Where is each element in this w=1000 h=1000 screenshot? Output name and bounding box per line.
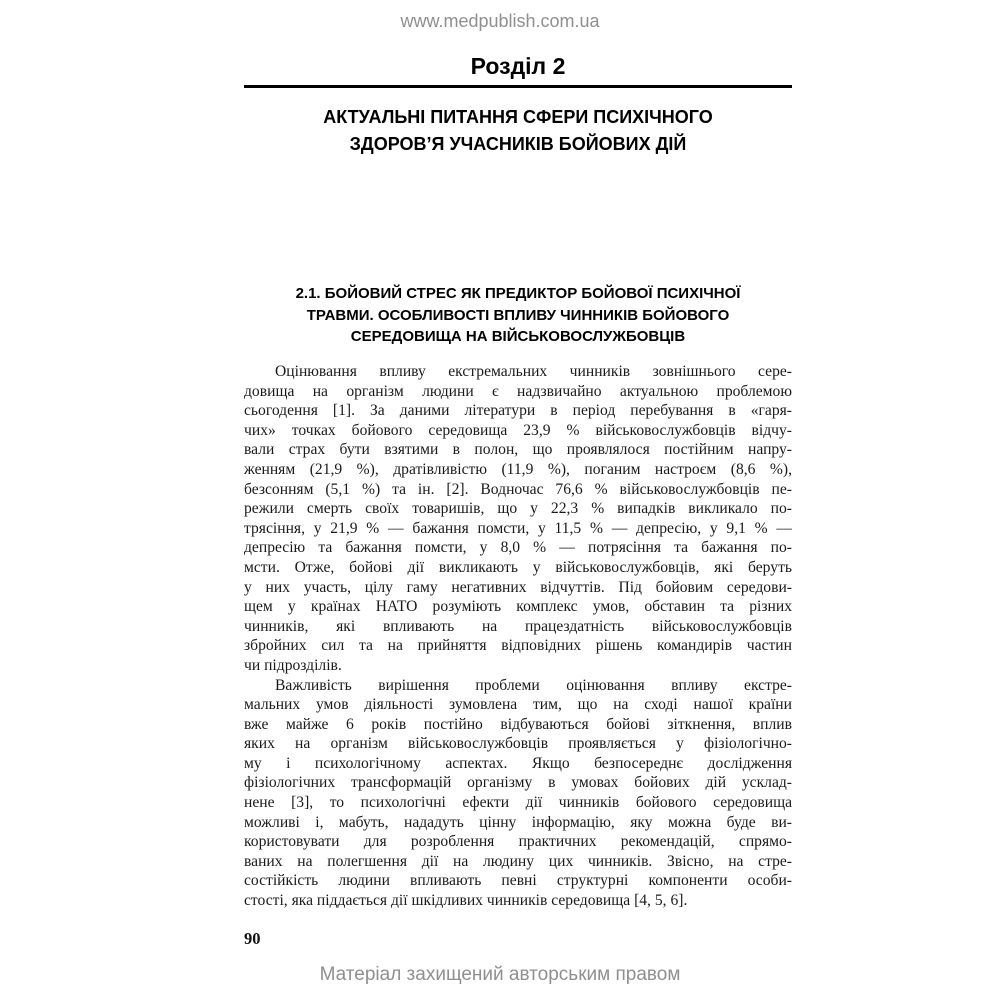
text-line: можливі і, мабуть, нададуть цінну інформацію, яку можна буде ви- [244,813,792,831]
chapter-divider-rule [244,85,792,88]
section-title [216,283,820,348]
paragraph [244,362,792,676]
chapter-label: Розділ 2 [470,53,566,79]
body-text [244,362,792,911]
text-line: состійкість людини впливають певні структурні компоненти особи- [244,872,792,890]
section-title-line: 2.1. БОЙОВИЙ СТРЕС ЯК ПРЕДИКТОР БОЙОВОЇ ПСИХІЧНОЇ [295,285,741,302]
text-line: чих» точках бойового середовища 23,9 % військовослужбовців відчу- [244,421,792,439]
text-line: депресію та бажання помсти, у 8,0 % — потрясіння та бажання по- [244,539,792,557]
text-line: сьогодення [1]. За даними літератури в період перебування в «гаря- [244,402,792,420]
chapter-title-line: ЗДОРОВ’Я УЧАСНИКІВ БОЙОВИХ ДІЙ [349,134,687,154]
chapter-title [216,104,820,158]
text-line: вали страх бути взятими в полон, що проявлялося постійним напру- [244,441,792,459]
text-line: фізіологічних трансформацій організму в умовах бойових дій усклад- [244,774,792,792]
text-line: нене [3], то психологічні ефекти дії чинників бойового середовища [244,794,792,812]
text-line: щем у країнах НАТО розуміють комплекс умов, обставин та різних [244,598,792,616]
text-line: режили смерть своїх товаришів, що у 22,3 % випадків викликало по- [244,500,792,518]
text-line: мсти. Отже, бойові дії викликають у військовослужбовців, які беруть [244,558,792,576]
text-line: ваних на полегшення дії на людину цих чинників. Звісно, на стре- [244,852,792,870]
publisher-url-watermark: www.medpublish.com.ua [400,11,600,31]
section-title-line: ТРАВМИ. ОСОБЛИВОСТІ ВПЛИВУ ЧИННИКІВ БОЙОВОГО [306,306,730,324]
text-line: чи підрозділів. [244,656,342,674]
text-line: Оцінювання впливу екстремальних чинників зовнішнього сере- [275,363,792,380]
text-line: яких на організм військовослужбовців проявляється у фізіологічно- [244,735,792,753]
text-line: трясіння, у 21,9 % — бажання помсти, у 11,5 % — депресію, у 9,1 % — [244,519,792,537]
text-line: довища на організм людини є надзвичайно актуальною проблемою [244,382,792,400]
text-line: Важливість вирішення проблеми оцінювання впливу екстре- [275,676,792,694]
chapter-title-line: АКТУАЛЬНІ ПИТАННЯ СФЕРИ ПСИХІЧНОГО [323,107,713,127]
text-line: женням (21,9 %), дратівливістю (11,9 %), поганим настроєм (8,6 %), [244,460,792,478]
text-line: збройних сил та на прийняття відповідних рішень командирів частин [244,637,792,655]
text-line: вже майже 6 років постійно відбуваються бойові зіткнення, вплив [244,715,792,733]
text-line: безсонням (5,1 %) та ін. [2]. Водночас 76,6 % військовослужбовців пе- [244,480,792,498]
text-line: стості, яка піддається дії шкідливих чинників середовища [4, 5, 6]. [244,892,688,910]
text-line: користовувати для розроблення практичних рекомендацій, спрямо- [244,833,792,851]
section-title-line: СЕРЕДОВИЩА НА ВІЙСЬКОВОСЛУЖБОВЦІВ [350,328,686,345]
text-line: чинників, які впливають на працездатність військовослужбовців [244,617,792,635]
text-line: му і психологічному аспектах. Якщо безпосереднє дослідження [244,754,792,772]
page-number: 90 [244,929,261,948]
text-line: мальних умов діяльності зумовлена тим, що на сході нашої країни [244,696,792,714]
text-line: у них участь, цілу гаму негативних відчуттів. Під бойовим середови- [244,578,792,596]
copyright-watermark: Матеріал захищений авторським правом [319,964,681,985]
paragraph [244,676,792,911]
